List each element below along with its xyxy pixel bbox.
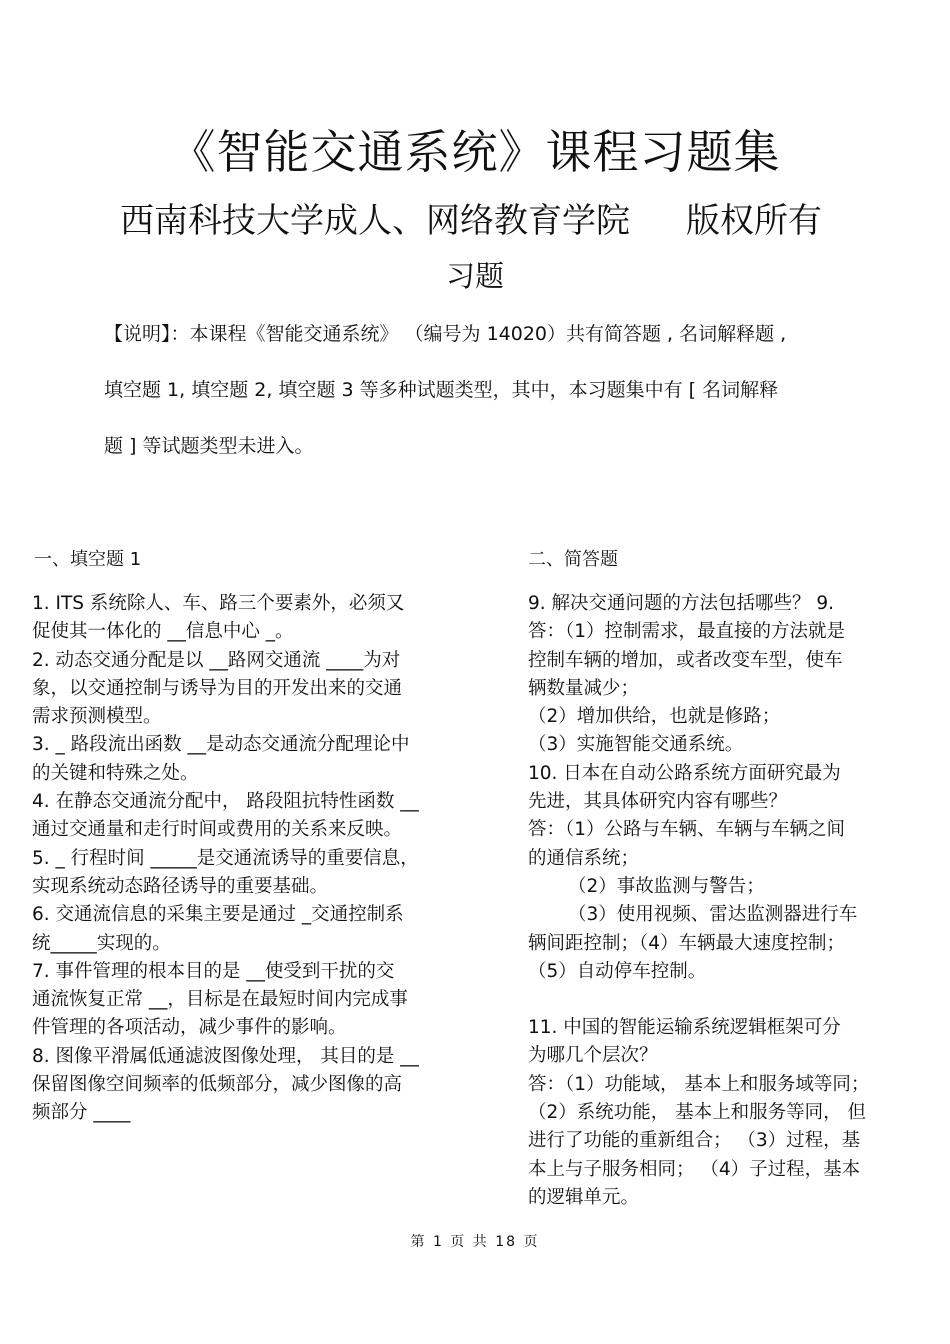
text-line: （3）使用视频、雷达监测器进行车 (568, 904, 858, 926)
text-line: 答：（1）控制需求，最直接的方法就是 (528, 621, 846, 643)
text-line: 辆数量减少； (528, 677, 640, 699)
text-line: 6. 交通流信息的采集主要是通过 _交通控制系 (32, 904, 404, 926)
text-line: 的通信系统； (528, 847, 640, 869)
text-line: 保留图像空间频率的低频部分，减少图像的高 (32, 1074, 403, 1096)
text-line: 通流恢复正常 __，目标是在最短时间内完成事 (32, 989, 408, 1011)
text-line: 8. 图像平滑属低通滤波图像处理， 其目的是 __ (32, 1045, 419, 1067)
text-line: 的关键和特殊之处。 (32, 762, 199, 784)
text-line: 答：（1）公路与车辆、车辆与车辆之间 (528, 819, 846, 841)
subtitle (0, 196, 950, 246)
text-line: （5）自动停车控制。 (528, 960, 707, 982)
text-line: 9. 解决交通问题的方法包括哪些？ 9. (528, 593, 835, 614)
text-line: 2. 动态交通分配是以 __路网交通流 ____为对 (32, 649, 401, 671)
text-line: 实现系统动态路径诱导的重要基础。 (32, 875, 329, 897)
section-heading-short-answer: 二、简答题 (528, 549, 618, 570)
text-line: （3）实施智能交通系统。 (528, 734, 744, 756)
note-line-3: 题 ] 等试题类型未进入。 (104, 435, 314, 457)
text-line: 统_____实现的。 (32, 932, 171, 954)
text-line: 象，以交通控制与诱导为目的开发出来的交通 (32, 677, 403, 699)
text-line: （2）增加供给，也就是修路； (528, 706, 781, 728)
text-line: 辆间距控制；（4）车辆最大速度控制； (528, 932, 846, 954)
institution-name: 西南科技大学成人、网络教育学院 (120, 201, 630, 241)
copyright-notice: 版权所有 (686, 201, 822, 241)
text-line: （2）事故监测与警告； (568, 875, 765, 897)
text-line: （2）系统功能， 基本上和服务等同， 但 (528, 1102, 867, 1124)
text-line: 3. _ 路段流出函数 __是动态交通流分配理论中 (32, 734, 410, 756)
text-line: 促使其一体化的 __信息中心 _。 (32, 621, 294, 643)
text-line: 控制车辆的增加，或者改变车型，使车 (528, 649, 843, 671)
text-line: 进行了功能的重新组合； （3）过程，基 (528, 1130, 861, 1152)
section-title-exercises: 习题 (445, 259, 504, 293)
text-line: 为哪几个层次？ (528, 1045, 658, 1067)
text-line: 的逻辑单元。 (528, 1186, 640, 1208)
text-line: 11. 中国的智能运输系统逻辑框架可分 (528, 1017, 841, 1039)
text-line: 5. _ 行程时间 _____是交通流诱导的重要信息， (32, 847, 419, 869)
text-line: 通过交通量和走行时间或费用的关系来反映。 (32, 819, 403, 841)
left-column (32, 590, 492, 1128)
document-title: 《智能交通系统》课程习题集 (169, 125, 781, 179)
text-line: 件管理的各项活动，减少事件的影响。 (32, 1017, 347, 1039)
spacer (528, 986, 908, 1014)
note-line-1: 【说明】：本课程《智能交通系统》 （编号为 14020）共有简答题 , 名词解释题 , (104, 323, 787, 345)
text-line: 先进，其具体研究内容有哪些？ (528, 791, 788, 813)
text-line: 答：（1）功能域， 基本上和服务域等同； (528, 1073, 870, 1095)
text-line: 1. ITS 系统除人、车、路三个要素外，必须又 (32, 593, 405, 614)
page-number: 第 1 页 共 18 页 (410, 1234, 540, 1250)
right-column (528, 590, 908, 1212)
note-line-2: 填空题 1, 填空题 2, 填空题 3 等多种试题类型，其中，本习题集中有 [ 名词解释 (104, 379, 779, 401)
text-line: 4. 在静态交通流分配中， 路段阻抗特性函数 __ (32, 791, 419, 813)
text-line: 本上与子服务相同； （4）子过程，基本 (528, 1158, 861, 1180)
text-line: 频部分 ____ (32, 1102, 131, 1124)
section-heading-fill-blank: 一、填空题 1 (34, 549, 142, 570)
text-line: 10. 日本在自动公路系统方面研究最为 (528, 762, 841, 784)
text-line: 7. 事件管理的根本目的是 __使受到干扰的交 (32, 960, 395, 982)
text-line: 需求预测模型。 (32, 706, 162, 728)
